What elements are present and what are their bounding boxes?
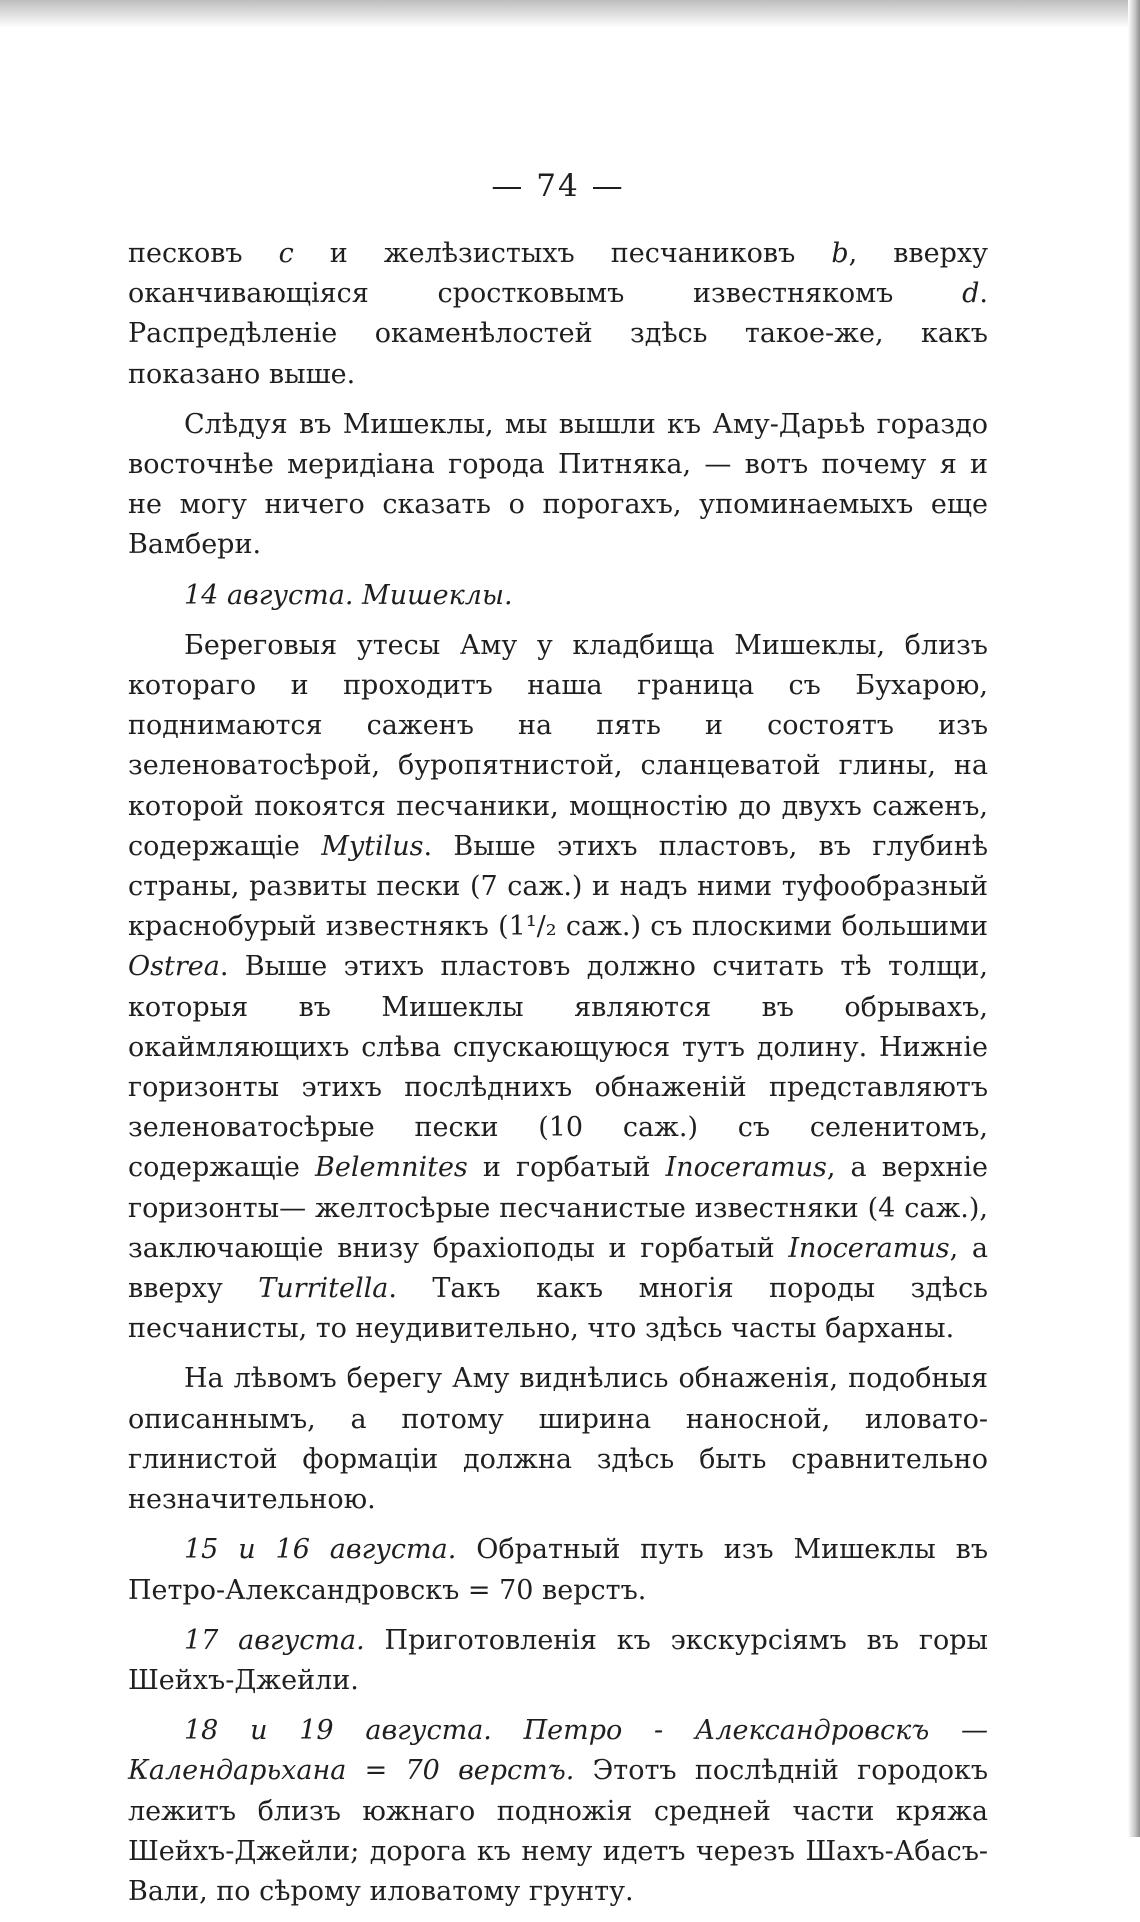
paragraph: [128, 576, 988, 616]
italic-text: 15 и 16 августа.: [184, 1534, 457, 1566]
italic-text: Belemnites: [315, 1152, 468, 1184]
italic-text: Inoceramus: [665, 1152, 827, 1184]
text-run: . Выше этихъ пластовъ должно считать тѣ толщи, которыя въ Мишеклы являются въ обрывахъ, окаймляющихъ слѣва спускающуюся тутъ долину. Нижніе горизонты этихъ послѣднихъ обнаженій представляютъ зеленоватосѣрые пески (10 саж.) съ селенитомъ, содержащіе: [128, 951, 988, 1184]
italic-text: Ostrea: [128, 951, 220, 983]
text-run: и желѣзистыхъ песчаниковъ: [293, 238, 832, 269]
paragraph: [128, 626, 988, 1350]
paragraph: [128, 1530, 988, 1610]
text-run: и горбатый: [467, 1152, 666, 1184]
italic-text: Mytilus: [321, 830, 424, 862]
italic-text: Turritella: [258, 1273, 389, 1305]
italic-text: 14 августа. Мишеклы.: [184, 579, 513, 611]
paragraph: [128, 1621, 988, 1701]
paragraph: [128, 234, 988, 395]
page-number: — 74 —: [491, 168, 625, 204]
text-run: . Распредѣленіе окаменѣлостей здѣсь такое-же, какъ показано выше.: [128, 278, 988, 390]
italic-text: Inoceramus: [788, 1232, 950, 1264]
italic-text: b: [831, 238, 849, 269]
text-run: . Выше этихъ пластовъ, въ глубинѣ страны, развиты пески (7 саж.) и надъ ними туфообразный краснобурый известнякъ (1¹/₂ саж.) съ плоскими большими: [128, 830, 989, 943]
text-run: . Такъ какъ многія породы здѣсь песчанисты, то неудивительно, что здѣсь часты барханы.: [128, 1273, 989, 1345]
text-run: Этотъ послѣдній городокъ лежитъ близъ южнаго подножія средней части кряжа Шейхъ-Джейли; дорога къ нему идетъ черезъ Шахъ-Абасъ-Вали, по сѣрому иловатому грунту.: [128, 1755, 988, 1907]
text-run: , а верхніе горизонты— желтосѣрые песчанистые известняки (4 саж.), заключающіе внизу брахіоподы и горбатый: [128, 1152, 988, 1264]
book-page: [128, 168, 988, 1922]
text-run: На лѣвомъ берегу Аму виднѣлись обнаженія, подобныя описаннымъ, а потому ширина наносной, иловато-глинистой формаціи должна здѣсь быть сравнительно незначительною.: [128, 1363, 988, 1516]
text-run: , а вверху: [128, 1232, 988, 1305]
scan-right-edge: [1128, 0, 1140, 1837]
italic-text: d: [962, 278, 980, 310]
text-run: Обратный путь изъ Мишеклы въ Петро-Александровскъ = 70 верстъ.: [128, 1534, 989, 1606]
paragraph: [128, 1711, 988, 1912]
paragraph: [128, 405, 988, 566]
text-run: Береговыя утесы Аму у кладбища Мишеклы, близъ котораго и проходитъ наша граница съ Бухарою, поднимаются саженъ на пять и состоятъ изъ зеленоватосѣрой, буропятнистой, сланцеватой глины, на которой покоятся песчаники, мощностію до двухъ саженъ, содержащіе: [128, 629, 988, 862]
paragraph: [128, 1359, 988, 1520]
text-run: , вверху оканчивающіяся сростковымъ известнякомъ: [128, 238, 989, 310]
italic-text: 18 и 19 августа. Петро - Александровскъ — Календарьхана = 70 верстъ.: [128, 1715, 988, 1787]
text-run: Приготовленія къ экскурсіямъ въ горы Шейхъ-Джейли.: [128, 1624, 988, 1696]
italic-text: с: [278, 238, 294, 269]
text-run: песковъ: [128, 238, 279, 269]
page-body: [128, 234, 988, 1912]
scan-top-edge: [0, 0, 1140, 28]
italic-text: 17 августа.: [184, 1624, 365, 1656]
text-run: Слѣдуя въ Мишеклы, мы вышли къ Аму-Дарьѣ гораздо восточнѣе меридіана города Питняка, — вотъ почему я и не могу ничего сказать о порогахъ, упоминаемыхъ еще Вамбери.: [128, 408, 988, 561]
